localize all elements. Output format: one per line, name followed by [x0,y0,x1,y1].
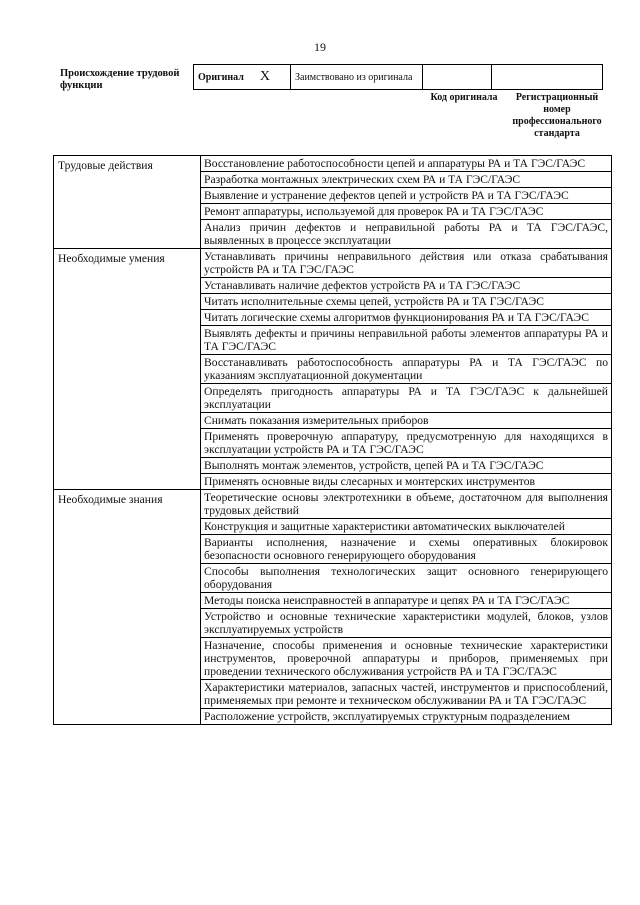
item-cell: Восстановление работоспособности цепей и аппаратуры РА и ТА ГЭС/ГАЭС [201,156,612,172]
origin-label: Происхождение трудовой функции [60,68,180,91]
item-cell: Устанавливать наличие дефектов устройств РА и ТА ГЭС/ГАЭС [201,278,612,294]
item-cell: Определять пригодность аппаратуры РА и ТА ГЭС/ГАЭС к дальнейшей эксплуатации [201,384,612,413]
item-cell: Применять основные виды слесарных и монтерских инструментов [201,474,612,490]
item-cell: Назначение, способы применения и основные технические характеристики инструментов, проверочной аппаратуры и приборов, применяемых при проведении технического обслуживания устройств РА и ТА ГЭС/ГАЭС [201,638,612,680]
item-cell: Устанавливать причины неправильного действия или отказа срабатывания устройств РА и ТА ГЭС/ГАЭС [201,249,612,278]
item-cell: Разработка монтажных электрических схем РА и ТА ГЭС/ГАЭС [201,172,612,188]
item-cell: Способы выполнения технологических защит основного генерирующего оборудования [201,564,612,593]
item-cell: Ремонт аппаратуры, используемой для проверок РА и ТА ГЭС/ГАЭС [201,204,612,220]
item-cell: Характеристики материалов, запасных частей, инструментов и приспособлений, применяемых при ремонте и техническом обслуживании РА и ТА ГЭС/ГАЭС [201,680,612,709]
item-cell: Восстанавливать работоспособность аппаратуры РА и ТА ГЭС/ГАЭС по указаниям эксплуатационной документации [201,355,612,384]
table-row [54,156,612,172]
original-label: Оригинал [198,72,244,83]
item-cell: Методы поиска неисправностей в аппаратуре и цепях РА и ТА ГЭС/ГАЭС [201,593,612,609]
item-cell: Теоретические основы электротехники в объеме, достаточном для выполнения трудовых действий [201,490,612,519]
item-cell: Анализ причин дефектов и неправильной работы РА и ТА ГЭС/ГАЭС, выявленных в процессе эксплуатации [201,220,612,249]
code-cell [423,65,492,90]
item-cell: Устройство и основные технические характеристики модулей, блоков, узлов эксплуатируемых устройств [201,609,612,638]
item-cell: Читать исполнительные схемы цепей, устройств РА и ТА ГЭС/ГАЭС [201,294,612,310]
borrowed-cell [291,65,423,90]
item-cell: Расположение устройств, эксплуатируемых структурным подразделением [201,709,612,725]
function-table [53,155,612,725]
item-cell: Конструкция и защитные характеристики автоматических выключателей [201,519,612,535]
item-cell: Выявление и устранение дефектов цепей и устройств РА и ТА ГЭС/ГАЭС [201,188,612,204]
table-row [54,490,612,519]
original-cell [194,65,291,90]
function-table-body [54,156,612,725]
reg-number-label: Регистрационный номер профессионального стандарта [512,92,602,139]
table-row [54,249,612,278]
original-mark: X [259,69,270,84]
item-cell: Снимать показания измерительных приборов [201,413,612,429]
item-cell: Выявлять дефекты и причины неправильной работы элементов аппаратуры РА и ТА ГЭС/ГАЭС [201,326,612,355]
page-number: 19 [314,40,326,54]
item-cell: Варианты исполнения, назначение и схемы оперативных блокировок безопасности основного генерирующего оборудования [201,535,612,564]
category-cell: Трудовые действия [54,156,201,249]
code-original-label: Код оригинала [430,92,498,103]
origin-table [193,64,603,90]
borrowed-label: Заимствовано из оригинала [295,71,413,83]
item-cell: Читать логические схемы алгоритмов функционирования РА и ТА ГЭС/ГАЭС [201,310,612,326]
item-cell: Применять проверочную аппаратуру, предусмотренную для находящихся в эксплуатации устройств РА и ТА ГЭС/ГАЭС [201,429,612,458]
category-cell: Необходимые умения [54,249,201,490]
item-cell: Выполнять монтаж элементов, устройств, цепей РА и ТА ГЭС/ГАЭС [201,458,612,474]
reg-cell [492,65,603,90]
category-cell: Необходимые знания [54,490,201,725]
